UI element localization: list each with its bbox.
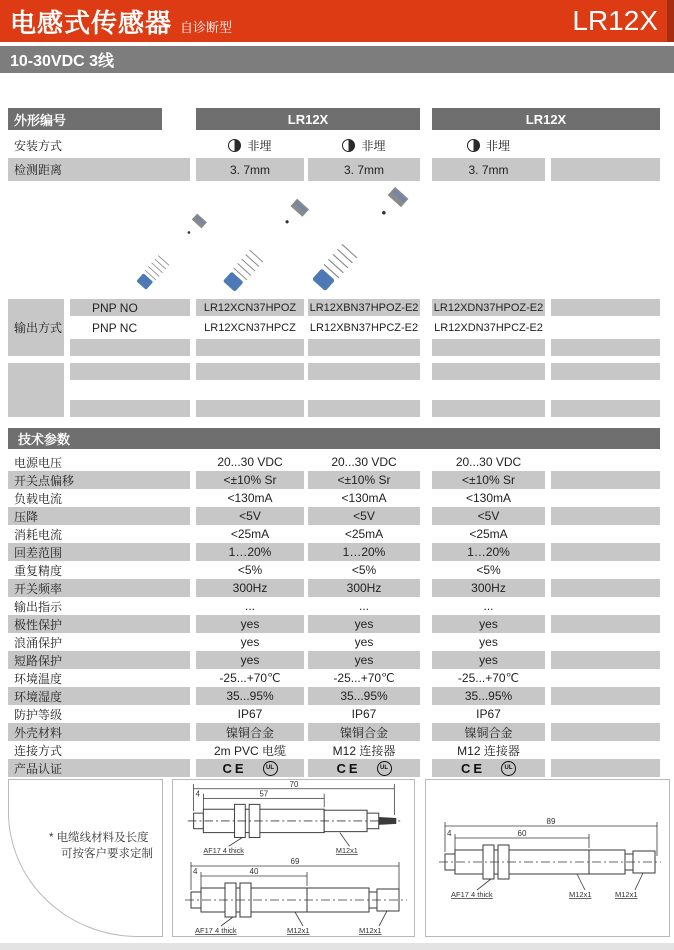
- tech-value-cell: 300Hz: [432, 579, 545, 597]
- tech-value-cell: IP67: [351, 707, 377, 721]
- dimension-drawing-cable: [175, 780, 412, 856]
- tech-empty-cell: [551, 741, 660, 759]
- voltage-bar: [0, 46, 674, 73]
- dimension-drawings-right: [425, 779, 670, 937]
- svg-text:4: 4: [195, 789, 200, 799]
- tech-row-label: 压降: [8, 507, 190, 525]
- page-title: 电感式传感器: [10, 7, 173, 38]
- tech-empty-cell: [551, 705, 660, 723]
- model-number-cell: LR12XDN37HPOZ-E2: [432, 299, 545, 316]
- mounting-value: 非埋: [247, 138, 272, 153]
- tech-row: [0, 687, 674, 705]
- output-empty-cell: [551, 319, 660, 336]
- tech-value-cell: <±10% Sr: [196, 471, 304, 489]
- output-label: 输出方式: [8, 299, 64, 356]
- page-bottom-strip: [0, 943, 674, 950]
- ul-mark-icon: UL: [501, 761, 516, 776]
- distance-row: [0, 158, 674, 181]
- svg-text:AF17 4 thick: AF17 4 thick: [195, 926, 237, 935]
- distance-cell: 3. 7mm: [196, 158, 304, 181]
- ce-mark-icon: CE: [222, 760, 247, 776]
- ce-mark-icon: CE: [336, 760, 361, 776]
- cable-note-box: [8, 779, 163, 937]
- tech-value-cell: -25...+70℃: [333, 671, 395, 685]
- tech-empty-cell: [551, 633, 660, 651]
- tech-value-cell: <±10% Sr: [432, 471, 545, 489]
- tech-row-label: 重复精度: [14, 563, 63, 578]
- tech-row-label: 开关频率: [8, 579, 190, 597]
- tech-value-cell: IP67: [476, 707, 501, 721]
- mounting-cell: [308, 133, 420, 157]
- tech-row-label: 负载电流: [14, 491, 63, 506]
- tech-row: [0, 669, 674, 687]
- tech-value-cell: yes: [432, 615, 545, 633]
- flush-mounting-icon: [467, 139, 480, 152]
- tech-value-cell: IP67: [237, 707, 263, 721]
- tech-empty-cell: [551, 471, 660, 489]
- tech-value-cell: <5V: [432, 507, 545, 525]
- spec-group-header-1: LR12X: [196, 108, 420, 130]
- tech-value-cell: yes: [432, 651, 545, 669]
- tech-empty-cell: [551, 543, 660, 561]
- tech-empty-cell: [551, 759, 660, 777]
- output-row: [64, 299, 674, 316]
- tech-value-cell: 20...30 VDC: [217, 455, 283, 469]
- model-number-cell: LR12XBN37HPCZ-E2: [309, 321, 419, 334]
- tech-value-cell: 1…20%: [432, 543, 545, 561]
- tech-value-cell: 镍铜合金: [308, 723, 420, 741]
- tech-value-cell: M12 连接器: [332, 743, 396, 758]
- voltage-label: 10-30VDC 3线: [10, 53, 115, 70]
- tech-section-title: 技术参数: [18, 432, 71, 447]
- tech-empty-cell: [551, 651, 660, 669]
- page-subtitle: 自诊断型: [180, 19, 233, 35]
- svg-text:AF17 4 thick: AF17 4 thick: [203, 846, 244, 856]
- tech-value-cell: <25mA: [344, 527, 384, 541]
- distance-label: 检测距离: [8, 158, 190, 181]
- output-empty-row: [64, 339, 674, 356]
- tech-value-cell: 300Hz: [308, 579, 420, 597]
- distance-empty-cell: [551, 158, 660, 181]
- spec-header-row: [0, 108, 674, 130]
- output-spare-rows: [64, 363, 674, 417]
- dimension-drawing-long: [429, 806, 666, 910]
- tech-value-cell: 35...95%: [432, 687, 545, 705]
- tech-value-cell: 1…20%: [196, 543, 304, 561]
- tech-empty-cell: [551, 525, 660, 543]
- tech-value-cell: 2m PVC 电缆: [213, 743, 286, 758]
- tech-row: [0, 489, 674, 507]
- flush-mounting-icon: [228, 139, 241, 152]
- tech-value-cell: 35...95%: [196, 687, 304, 705]
- tech-empty-cell: [551, 507, 660, 525]
- tech-value-cell: M12 连接器: [457, 743, 520, 758]
- tech-value-cell: <25mA: [469, 527, 508, 541]
- tech-value-cell: ...: [483, 599, 494, 613]
- mounting-cell: [432, 133, 545, 157]
- tech-value-cell: yes: [240, 635, 260, 649]
- tech-value-cell: <5%: [476, 563, 501, 577]
- ul-mark-icon: UL: [263, 761, 278, 776]
- tech-section-header: [8, 428, 660, 449]
- distance-cell: 3. 7mm: [432, 158, 545, 181]
- svg-text:M12x1: M12x1: [615, 890, 638, 899]
- tech-row-label: 环境湿度: [8, 687, 190, 705]
- tech-empty-cell: [551, 687, 660, 705]
- dimension-drawing-connector: [175, 856, 412, 936]
- tech-empty-cell: [551, 723, 660, 741]
- tech-value-cell: 20...30 VDC: [455, 455, 522, 469]
- tech-empty-cell: [551, 489, 660, 507]
- ul-mark-icon: UL: [377, 761, 392, 776]
- product-photo: [127, 208, 213, 299]
- svg-text:70: 70: [289, 780, 299, 789]
- output-rows: [64, 299, 674, 356]
- title-bar: [0, 0, 674, 42]
- tech-row: [0, 633, 674, 651]
- tech-value-cell: <5%: [237, 563, 263, 577]
- svg-text:M12x1: M12x1: [569, 890, 592, 899]
- output-type-cell: [70, 339, 190, 356]
- svg-text:M12x1: M12x1: [335, 846, 358, 856]
- cable-note-line2: 可按客户要求定制: [61, 848, 153, 860]
- tech-row-label: 外壳材料: [8, 723, 190, 741]
- tech-value-cell: <130mA: [465, 491, 512, 505]
- tech-value-cell: [432, 759, 545, 777]
- model-number-cell: LR12XCN37HPCZ: [204, 321, 296, 334]
- svg-text:89: 89: [546, 817, 556, 826]
- tech-row-label: 短路保护: [8, 651, 190, 669]
- tech-value-cell: <130mA: [341, 491, 387, 505]
- tech-row-label: 回差范围: [8, 543, 190, 561]
- tech-row: [0, 597, 674, 615]
- output-block-spare: [8, 363, 674, 417]
- output-empty-cell: [308, 339, 420, 356]
- svg-text:69: 69: [290, 857, 300, 866]
- svg-text:40: 40: [249, 867, 259, 876]
- tech-row: [0, 579, 674, 597]
- tech-empty-cell: [551, 615, 660, 633]
- tech-value-cell: yes: [308, 651, 420, 669]
- tech-value-cell: 1…20%: [308, 543, 420, 561]
- corner-accent: [667, 0, 674, 42]
- svg-text:60: 60: [517, 829, 527, 838]
- tech-value-cell: yes: [196, 651, 304, 669]
- tech-row-label: 极性保护: [8, 615, 190, 633]
- mounting-value: 非埋: [361, 138, 386, 153]
- tech-value-cell: <5V: [308, 507, 420, 525]
- footer: [8, 779, 674, 937]
- model-number-cell: LR12XCN37HPOZ: [196, 299, 304, 316]
- tech-row-label: 连接方式: [14, 743, 63, 758]
- tech-value-cell: ...: [244, 599, 255, 613]
- tech-row: [0, 453, 674, 471]
- tech-empty-cell: [551, 561, 660, 579]
- output-type-cell: PNP NC: [92, 320, 138, 335]
- tech-row-label: 环境温度: [14, 671, 63, 686]
- tech-value-cell: -25...+70℃: [457, 671, 520, 685]
- tech-row-label: 输出指示: [14, 599, 63, 614]
- tech-row: [0, 651, 674, 669]
- tech-row-label: 电源电压: [14, 455, 63, 470]
- tech-value-cell: yes: [479, 635, 498, 649]
- output-empty-cell: [551, 299, 660, 316]
- tech-value-cell: 300Hz: [196, 579, 304, 597]
- tech-value-cell: <130mA: [227, 491, 273, 505]
- mounting-row: [0, 133, 674, 157]
- tech-value-cell: [196, 759, 304, 777]
- tech-value-cell: yes: [196, 615, 304, 633]
- tech-row: [0, 615, 674, 633]
- svg-text:4: 4: [447, 829, 452, 838]
- ce-mark-icon: CE: [460, 760, 486, 776]
- flush-mounting-icon: [342, 139, 355, 152]
- tech-row: [0, 561, 674, 579]
- tech-value-cell: -25...+70℃: [219, 671, 281, 685]
- tech-row: [0, 471, 674, 489]
- output-empty-cell: [551, 339, 660, 356]
- svg-text:4: 4: [193, 867, 198, 876]
- product-photos: [0, 181, 674, 299]
- cable-note-line1: * 电缆线材料及长度: [49, 832, 149, 844]
- tech-value-cell: <5%: [351, 563, 377, 577]
- model-number-cell: LR12XBN37HPOZ-E2: [308, 299, 420, 316]
- dimension-drawings-left: [172, 779, 415, 937]
- tech-value-cell: yes: [308, 615, 420, 633]
- tech-value-cell: 20...30 VDC: [331, 455, 397, 469]
- svg-text:57: 57: [259, 789, 269, 799]
- tech-row: [0, 507, 674, 525]
- tech-empty-cell: [551, 597, 660, 615]
- tech-value-cell: yes: [354, 635, 374, 649]
- mounting-cell: [196, 133, 304, 157]
- output-type-cell: PNP NO: [70, 299, 190, 316]
- mounting-value: 非埋: [485, 138, 510, 153]
- svg-text:M12x1: M12x1: [359, 926, 382, 935]
- model-code: LR12X: [572, 5, 658, 36]
- tech-row: [0, 525, 674, 543]
- tech-empty-cell: [551, 579, 660, 597]
- spec-corner-header: 外形编号: [8, 108, 162, 130]
- product-photo: [211, 192, 316, 303]
- tech-value-cell: <25mA: [230, 527, 270, 541]
- model-number-cell: LR12XDN37HPCZ-E2: [434, 321, 543, 334]
- mounting-label: 安装方式: [14, 138, 63, 153]
- tech-row: [0, 759, 674, 777]
- tech-empty-cell: [551, 453, 660, 471]
- tech-row: [0, 543, 674, 561]
- tech-value-cell: <±10% Sr: [308, 471, 420, 489]
- output-row: [64, 319, 674, 336]
- output-block: [8, 299, 674, 356]
- tech-row-label: 消耗电流: [14, 527, 63, 542]
- tech-value-cell: 镍铜合金: [196, 723, 304, 741]
- tech-row: [0, 741, 674, 759]
- tech-row-label: 产品认证: [8, 759, 190, 777]
- spec-group-header-2: LR12X: [432, 108, 660, 130]
- distance-cell: 3. 7mm: [308, 158, 420, 181]
- svg-text:AF17 4 thick: AF17 4 thick: [451, 890, 493, 899]
- tech-value-cell: ...: [358, 599, 369, 613]
- tech-row-label: 开关点偏移: [8, 471, 190, 489]
- tech-value-cell: [308, 759, 420, 777]
- output-empty-cell: [196, 339, 304, 356]
- tech-value-cell: 35...95%: [308, 687, 420, 705]
- tech-value-cell: <5V: [196, 507, 304, 525]
- tech-row: [0, 705, 674, 723]
- tech-row-label: 防护等级: [14, 707, 63, 722]
- tech-rows: [0, 453, 674, 777]
- cable-note: [49, 830, 153, 862]
- svg-text:M12x1: M12x1: [287, 926, 310, 935]
- output-spare-label: [8, 363, 64, 417]
- tech-row-label: 浪涌保护: [14, 635, 63, 650]
- output-empty-cell: [432, 339, 545, 356]
- tech-row: [0, 723, 674, 741]
- product-photo: [299, 179, 417, 303]
- tech-value-cell: 镍铜合金: [432, 723, 545, 741]
- tech-empty-cell: [551, 669, 660, 687]
